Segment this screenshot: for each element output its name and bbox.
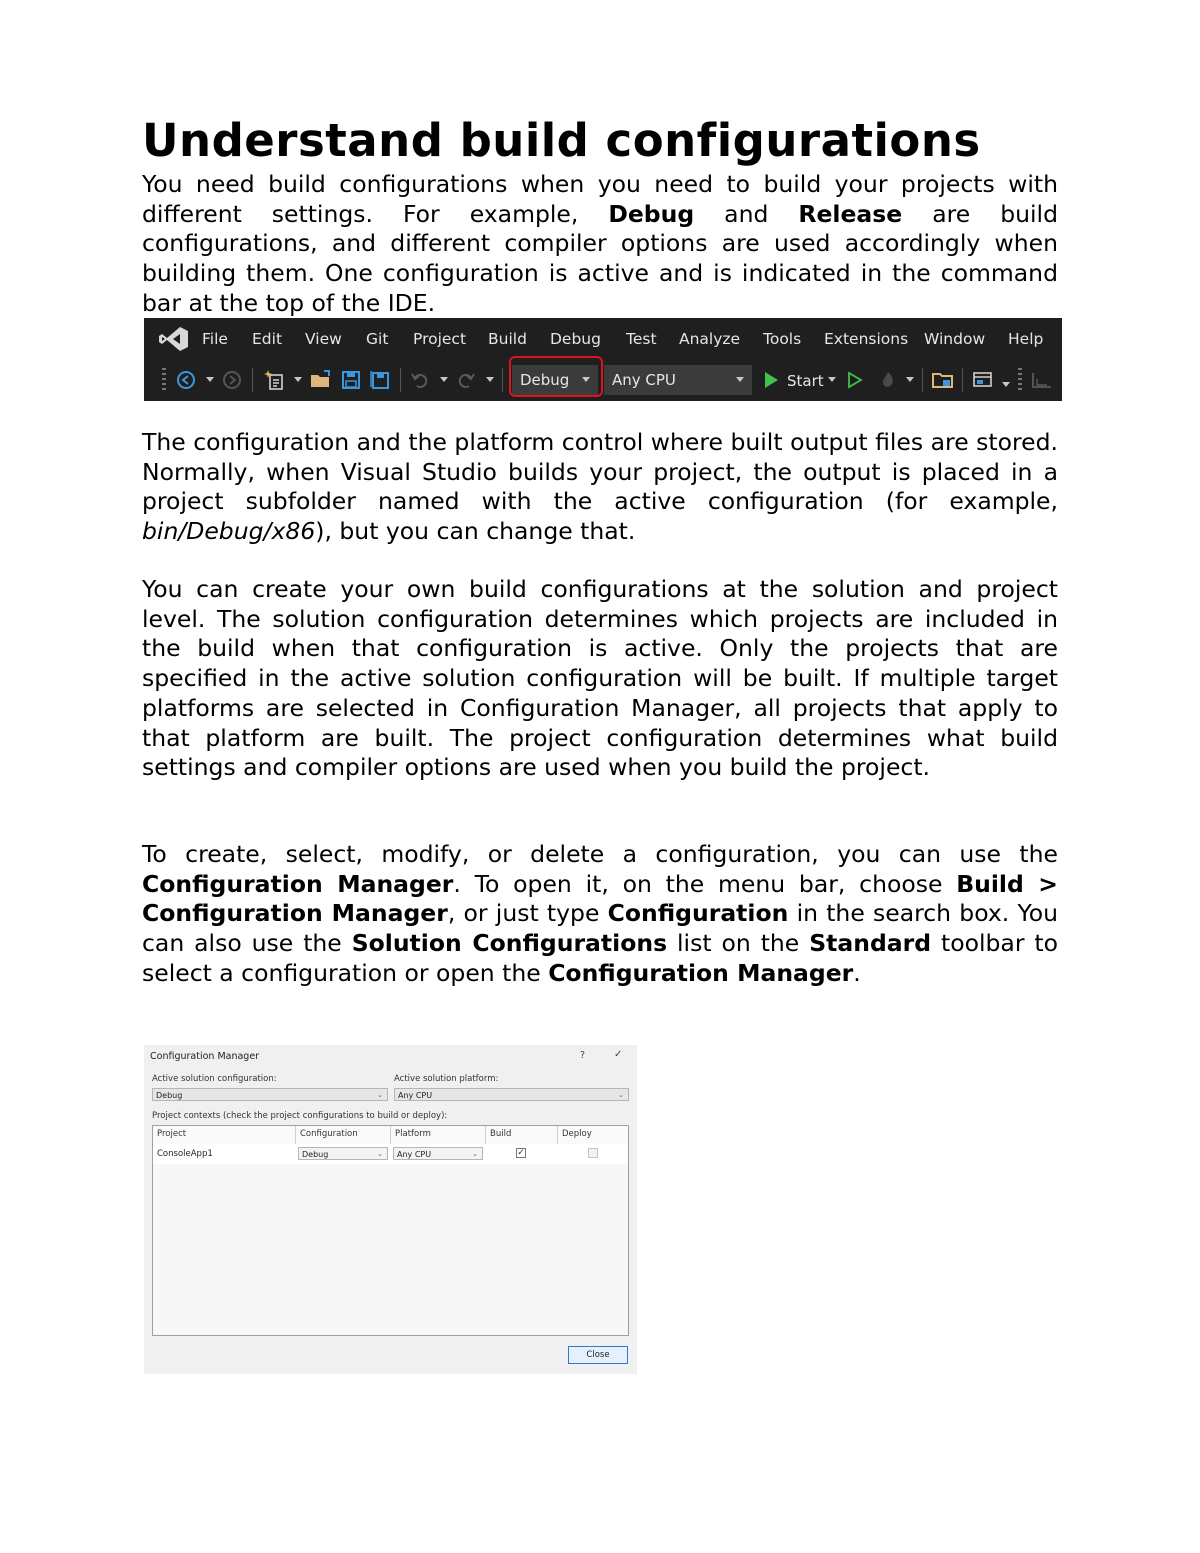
text-run: in the search box. You can also use the <box>142 899 1058 958</box>
bold-term: Configuration Manager <box>142 869 454 898</box>
chevron-down-icon <box>736 377 744 382</box>
paragraph-intro <box>142 170 1058 319</box>
column-divider <box>295 1126 296 1144</box>
menu-project[interactable]: Project <box>413 330 467 348</box>
solution-platforms-dropdown[interactable] <box>604 365 752 395</box>
toolbar-grip[interactable] <box>1018 368 1022 392</box>
text-run: and <box>694 199 799 228</box>
new-dropdown-caret[interactable] <box>294 377 302 382</box>
menu-tools[interactable]: Tools <box>763 330 802 348</box>
browser-icon[interactable] <box>970 368 996 392</box>
column-header-configuration: Configuration <box>300 1129 358 1139</box>
column-header-deploy: Deploy <box>562 1129 592 1139</box>
active-platform-value: Any CPU <box>398 1091 433 1100</box>
column-divider <box>390 1126 391 1144</box>
row-project: ConsoleApp1 <box>157 1149 213 1159</box>
redo-dropdown-caret[interactable] <box>486 377 494 382</box>
bold-term: Configuration Manager <box>548 958 854 987</box>
toolbar-separator <box>922 368 923 392</box>
configuration-highlight-box <box>509 356 603 397</box>
bold-debug: Debug <box>608 199 695 228</box>
checkmark-icon: ✓ <box>517 1148 525 1158</box>
start-without-debugging-icon[interactable] <box>844 368 866 392</box>
text-run: are build configurations, and different compiler options are used accordingly when building them. One configuration is active and is indicated in the command bar at the top of the IDE. <box>142 199 1058 317</box>
column-divider <box>557 1126 558 1144</box>
menu-git[interactable]: Git <box>366 330 389 348</box>
chevron-down-icon: ⌄ <box>377 1150 383 1158</box>
hot-reload-dropdown-caret[interactable] <box>906 377 914 382</box>
text-run: You need build configurations when you need to build your projects with different settings. For example, <box>142 170 1058 228</box>
standard-toolbar <box>144 360 1062 401</box>
column-header-build: Build <box>490 1129 512 1139</box>
redo-icon[interactable] <box>454 368 478 392</box>
chevron-down-icon: ⌄ <box>472 1150 478 1158</box>
grid-header <box>153 1126 628 1145</box>
open-folder-icon[interactable] <box>308 368 334 392</box>
solution-explorer-icon[interactable] <box>930 368 956 392</box>
menu-build[interactable]: Build <box>488 330 527 348</box>
toolbar-separator <box>252 368 253 392</box>
text-run: ), but you can change that. <box>315 517 636 546</box>
bold-term: Configuration <box>607 899 789 928</box>
row-configuration-select[interactable] <box>298 1147 388 1160</box>
menu-test[interactable]: Test <box>626 330 657 348</box>
menu-help[interactable]: Help <box>1008 330 1044 348</box>
close-button[interactable]: Close <box>568 1346 628 1364</box>
column-divider <box>485 1126 486 1144</box>
text-run: , or just type <box>447 899 608 928</box>
active-config-label: Active solution configuration: <box>152 1074 277 1084</box>
italic-path: bin/Debug/x86 <box>142 517 316 546</box>
menu-edit[interactable]: Edit <box>252 330 283 348</box>
start-dropdown-caret[interactable] <box>828 377 836 382</box>
paragraph-output-location <box>142 428 1058 547</box>
chevron-down-icon: ⌄ <box>377 1091 383 1099</box>
configuration-value: Debug <box>520 371 570 389</box>
row-platform-value: Any CPU <box>397 1150 432 1159</box>
bold-term: Solution Configurations <box>351 929 668 958</box>
chevron-down-icon: ⌄ <box>618 1091 624 1099</box>
vs-toolbar-screenshot <box>144 318 1062 401</box>
text-run: list on the <box>667 929 810 958</box>
menu-extensions[interactable]: Extensions <box>824 330 909 348</box>
page-title: Understand build configurations <box>142 114 981 167</box>
bold-release: Release <box>798 199 903 228</box>
pointer-icon[interactable] <box>1028 368 1056 392</box>
menu-window[interactable]: Window <box>924 330 986 348</box>
back-icon[interactable] <box>174 368 198 392</box>
back-dropdown-caret[interactable] <box>206 377 214 382</box>
toolbar-overflow-caret[interactable] <box>1002 382 1010 387</box>
undo-icon[interactable] <box>408 368 432 392</box>
text-run: The configuration and the platform control where built output files are stored. Normally, when Visual Studio builds your project, the output is placed in a project subfolder named with the active configuration (for example, <box>142 428 1058 516</box>
active-config-select[interactable] <box>152 1088 388 1101</box>
undo-dropdown-caret[interactable] <box>440 377 448 382</box>
project-contexts-grid <box>152 1125 629 1336</box>
help-icon[interactable]: ? <box>580 1050 586 1061</box>
paragraph-configuration-manager <box>142 840 1058 989</box>
configuration-manager-screenshot <box>144 1045 637 1374</box>
table-row[interactable] <box>153 1144 628 1164</box>
column-header-platform: Platform <box>395 1129 431 1139</box>
menu-bar <box>144 318 1062 360</box>
menu-file[interactable]: File <box>202 330 228 348</box>
menu-view[interactable]: View <box>305 330 342 348</box>
save-icon[interactable] <box>338 368 364 392</box>
text-run: To create, select, modify, or delete a configuration, you can use the <box>142 840 1058 868</box>
text-run: toolbar to select a configuration or open the <box>142 929 1059 987</box>
text-run: . To open it, on the menu bar, choose <box>453 869 957 898</box>
start-button-label[interactable]: Start <box>787 372 824 390</box>
menu-debug[interactable]: Debug <box>550 330 601 348</box>
title-bar-glyph-icon[interactable]: ✓ <box>614 1049 623 1060</box>
platform-value: Any CPU <box>612 371 676 389</box>
hot-reload-icon[interactable] <box>876 368 900 392</box>
start-icon[interactable] <box>760 368 782 392</box>
deploy-checkbox[interactable] <box>588 1148 598 1158</box>
paragraph-custom-configurations: You can create your own build configurations at the solution and project level. The solution configuration determines which projects are included in the build when that configuration is active. Only the projects that are specified in the active solution configuration will be built. If multiple target platforms are selected in Configuration Manager, all projects that apply to that platform are built. The project configuration determines what build settings and compiler options are used when you build the project. <box>142 575 1058 782</box>
active-platform-label: Active solution platform: <box>394 1074 499 1084</box>
column-header-project: Project <box>157 1129 187 1139</box>
visual-studio-logo <box>158 326 190 352</box>
toolbar-grip[interactable] <box>162 368 166 392</box>
project-contexts-label: Project contexts (check the project configurations to build or deploy): <box>152 1111 448 1121</box>
toolbar-separator <box>962 368 963 392</box>
toolbar-separator <box>502 368 503 392</box>
row-platform-select[interactable] <box>393 1147 483 1160</box>
active-platform-select[interactable] <box>394 1088 629 1101</box>
bold-term: Build > Configuration Manager <box>142 869 1058 928</box>
toolbar-separator <box>400 368 401 392</box>
save-all-icon[interactable] <box>367 368 393 392</box>
dialog-title: Configuration Manager <box>150 1051 260 1062</box>
build-checkbox[interactable] <box>516 1148 526 1158</box>
forward-icon[interactable] <box>220 368 244 392</box>
active-config-value: Debug <box>156 1091 183 1100</box>
bold-term: Standard <box>809 929 932 958</box>
menu-analyze[interactable]: Analyze <box>679 330 741 348</box>
row-configuration-value: Debug <box>302 1150 329 1159</box>
new-project-icon[interactable] <box>262 368 288 392</box>
text-run: . <box>853 958 861 987</box>
